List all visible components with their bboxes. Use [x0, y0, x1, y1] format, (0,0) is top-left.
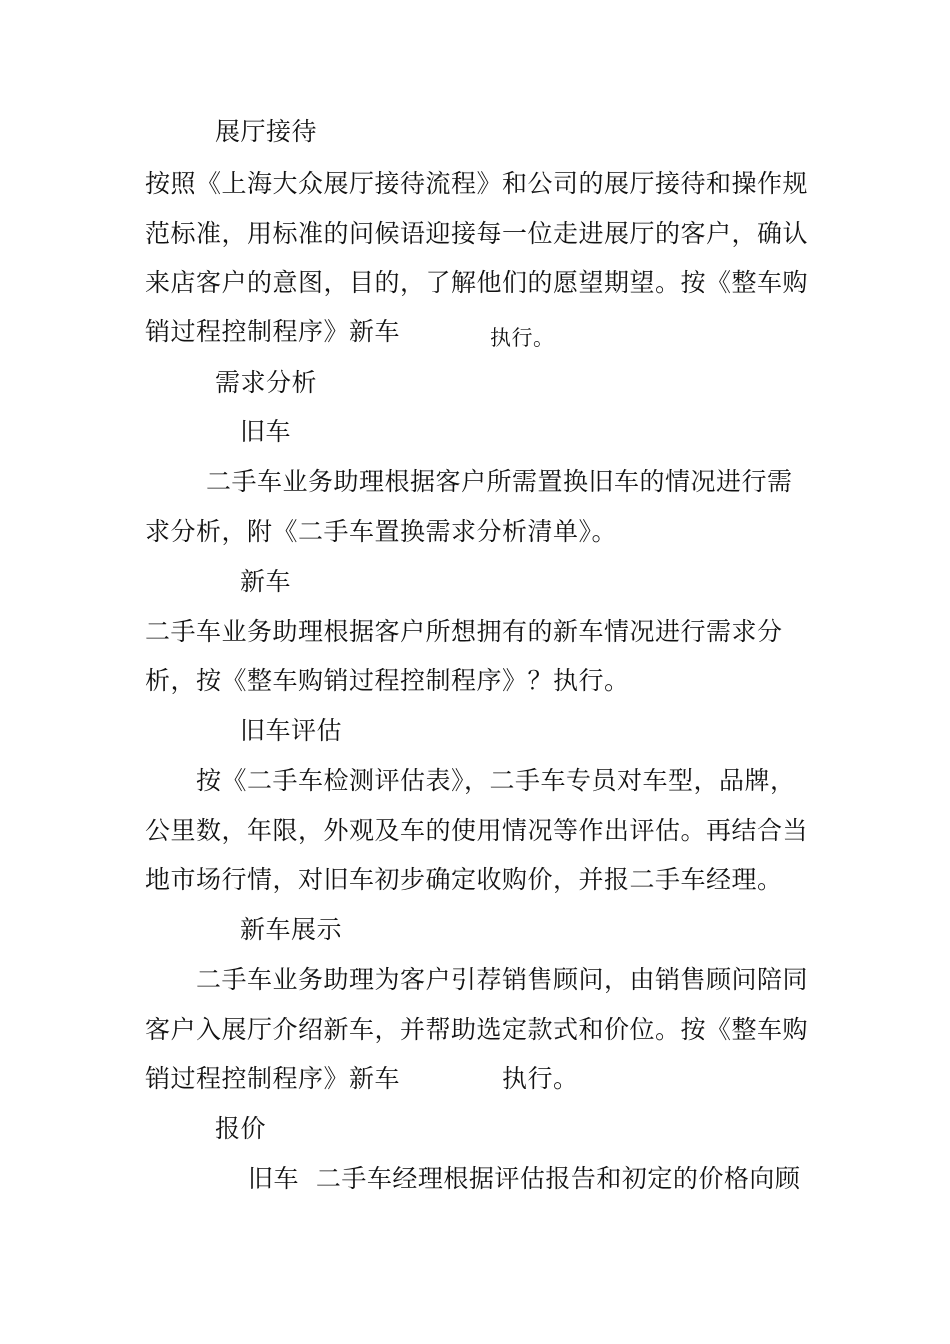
subsection-heading-used-car: 旧车 [240, 417, 292, 446]
section-heading-quotation: 报价 [215, 1114, 267, 1143]
paragraph-line: 地市场行情，对旧车初步确定收购价，并报二手车经理。 [145, 865, 783, 894]
section-heading-reception: 展厅接待 [215, 117, 318, 146]
paragraph-line: 二手车业务助理根据客户所需置换旧车的情况进行需 [206, 467, 793, 496]
paragraph-trail: 执行。 [502, 1064, 579, 1093]
paragraph-line: 求分析，附《二手车置换需求分析清单》。 [145, 517, 618, 546]
paragraph-line: 按《二手车检测评估表》，二手车专员对车型，品牌， [196, 766, 796, 795]
section-heading-used-car-assessment: 旧车评估 [240, 716, 343, 745]
paragraph-line: 公里数，年限，外观及车的使用情况等作出评估。再结合当 [145, 816, 809, 845]
paragraph-line: 二手车业务助理为客户引荐销售顾问，由销售顾问陪同 [196, 965, 809, 994]
paragraph-line: 范标准，用标准的问候语迎接每一位走进展厅的客户，确认 [145, 219, 809, 248]
paragraph-line: 旧车 二手车经理根据评估报告和初定的价格向顾 [248, 1164, 801, 1193]
section-heading-new-car-display: 新车展示 [240, 915, 343, 944]
paragraph-line: 销过程控制程序》新车 [145, 1064, 401, 1093]
paragraph-line: 析，按《整车购销过程控制程序》？执行。 [145, 666, 630, 695]
subsection-heading-new-car: 新车 [240, 567, 292, 596]
paragraph-trail: 执行。 [490, 326, 555, 350]
paragraph-line: 二手车业务助理根据客户所想拥有的新车情况进行需求分 [145, 617, 783, 646]
paragraph-line: 客户入展厅介绍新车，并帮助选定款式和价位。按《整车购 [145, 1015, 809, 1044]
section-heading-needs-analysis: 需求分析 [215, 368, 318, 397]
paragraph-line: 按照《上海大众展厅接待流程》和公司的展厅接待和操作规 [145, 169, 809, 198]
paragraph-line: 销过程控制程序》新车 [145, 317, 401, 346]
paragraph-line: 来店客户的意图，目的，了解他们的愿望期望。按《整车购 [145, 268, 809, 297]
